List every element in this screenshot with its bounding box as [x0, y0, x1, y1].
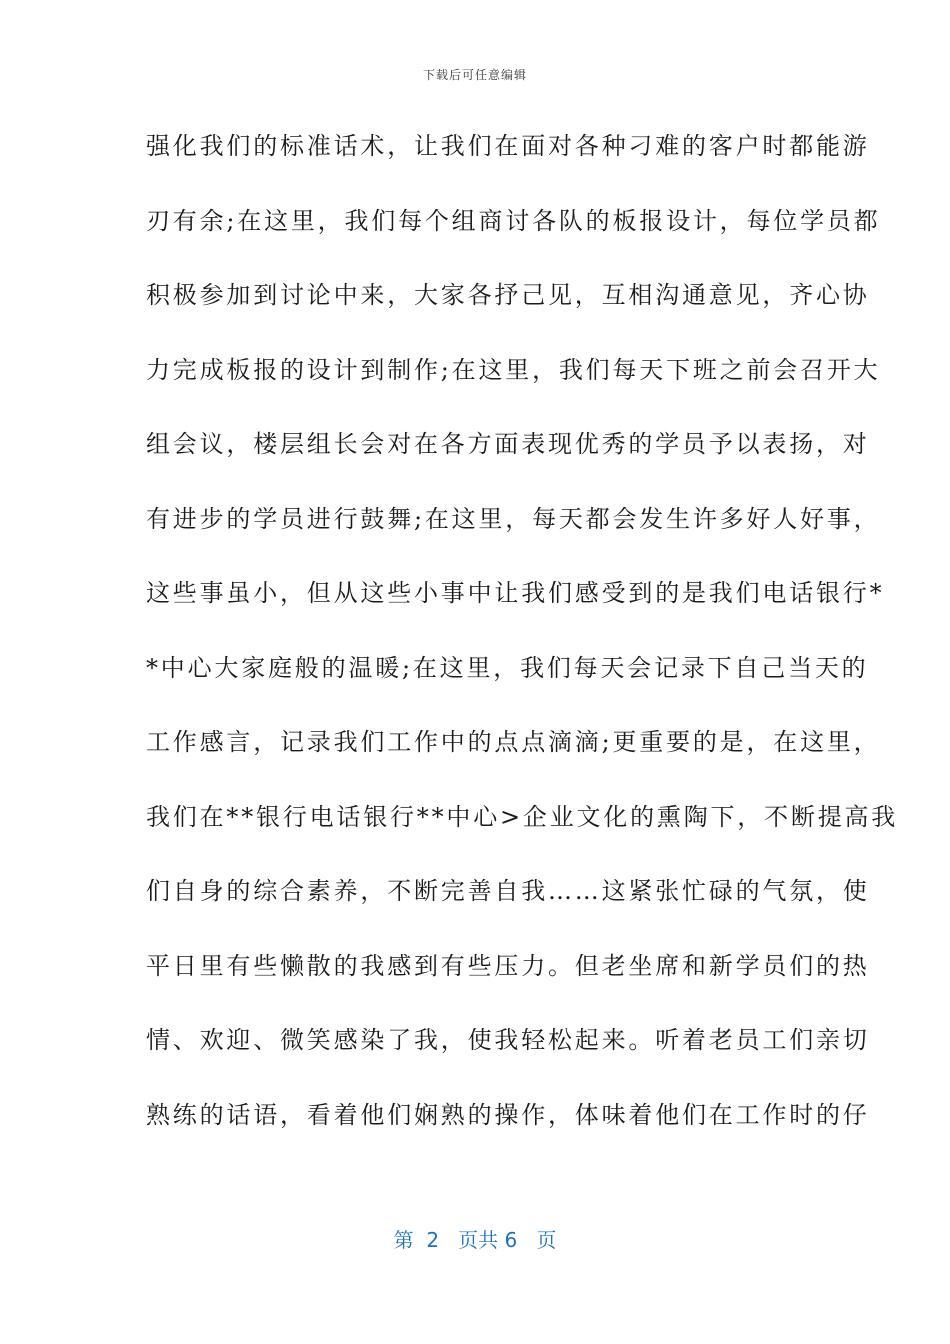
body-line: 组会议，楼层组长会对在各方面表现优秀的学员予以表扬，对	[146, 430, 870, 458]
body-line: 有进步的学员进行鼓舞;在这里，每天都会发生许多好人好事，	[146, 504, 881, 533]
body-line: *中心大家庭般的温暖;在这里，我们每天会记录下自己当天的	[146, 653, 869, 682]
page-header: 下载后可任意编辑	[422, 68, 527, 82]
document-body	[146, 118, 899, 1161]
body-line: 工作感言，记录我们工作中的点点滴滴;更重要的是，在这里，	[146, 728, 881, 756]
body-line: 平日里有些懒散的我感到有些压力。但老坐席和新学员们的热	[146, 951, 870, 980]
body-line: 们自身的综合素养，不断完善自我……这紧张忙碌的气氛，使	[146, 877, 870, 905]
body-line: 力完成板报的设计到制作;在这里，我们每天下班之前会召开大	[146, 355, 881, 384]
body-line: 强化我们的标准话术，让我们在面对各种刁难的客户时都能游	[146, 132, 870, 160]
body-line: 熟练的话语，看着他们娴熟的操作，体味着他们在工作时的仔	[146, 1100, 870, 1129]
body-line: 积极参加到讨论中来，大家各抒己见，互相沟通意见，齐心协	[146, 281, 870, 309]
body-line: 我们在**银行电话银行**中心>企业文化的熏陶下，不断提高我	[146, 802, 899, 831]
body-line: 情、欢迎、微笑感染了我，使我轻松起来。听着老员工们亲切	[146, 1026, 870, 1054]
page-number-footer: 第 2 页共 6 页	[393, 1228, 557, 1252]
body-line: 刃有余;在这里，我们每个组商讨各队的板报设计，每位学员都	[146, 206, 881, 235]
body-line: 这些事虽小，但从这些小事中让我们感受到的是我们电话银行*	[146, 579, 885, 607]
